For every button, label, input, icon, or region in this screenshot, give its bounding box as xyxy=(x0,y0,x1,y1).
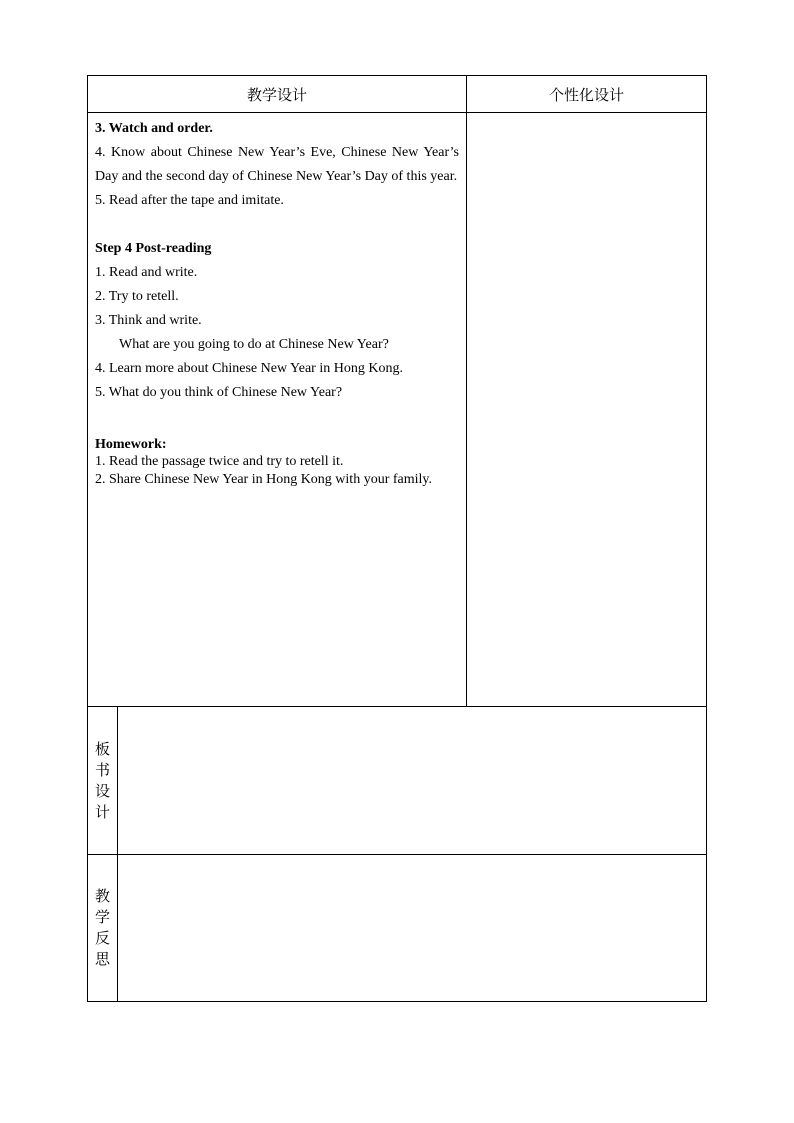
lesson-plan-table xyxy=(87,75,707,1002)
teaching-reflection-char: 思 xyxy=(94,950,110,968)
teaching-reflection-body xyxy=(118,855,706,1001)
teaching-reflection-char: 反 xyxy=(94,929,110,947)
homework-item-share: 2. Share Chinese New Year in Hong Kong with your family. xyxy=(95,472,432,487)
teaching-reflection-label xyxy=(88,855,118,1001)
header-personalized-design xyxy=(467,76,706,113)
spacer xyxy=(95,405,459,429)
header-teaching-design-label: 教学设计 xyxy=(246,85,307,104)
board-design-char: 设 xyxy=(94,781,110,800)
teaching-design-cell xyxy=(88,113,467,707)
step-line-read-after: 5. Read after the tape and imitate. xyxy=(95,193,284,208)
step4-item-what-think: 5. What do you think of Chinese New Year? xyxy=(95,385,343,400)
header-teaching-design xyxy=(88,76,467,113)
personalized-design-cell xyxy=(467,113,706,707)
teaching-reflection-char: 教 xyxy=(94,887,110,905)
step4-item-learn-more: 4. Learn more about Chinese New Year in Hong Kong. xyxy=(95,361,403,376)
step-line-watch-order: 3. Watch and order. xyxy=(95,121,213,136)
board-design-row xyxy=(88,707,706,855)
board-design-char: 书 xyxy=(94,760,110,779)
step4-item-read-write: 1. Read and write. xyxy=(95,265,198,280)
step4-item-think-write: 3. Think and write. xyxy=(95,313,202,328)
teaching-reflection-char: 学 xyxy=(94,908,110,926)
header-personalized-design-label: 个性化设计 xyxy=(548,85,624,104)
step4-item-retell: 2. Try to retell. xyxy=(95,289,179,304)
board-design-char: 板 xyxy=(94,739,110,758)
board-design-body xyxy=(118,707,706,854)
homework-item-read-passage: 1. Read the passage twice and try to retell it. xyxy=(95,454,344,469)
board-design-char: 计 xyxy=(94,802,110,821)
step-line-know-about: 4. Know about Chinese New Year’s Eve, Chinese New Year’s Day and the second day of Chinese New Year’s Day of this year. xyxy=(95,145,459,184)
homework-title: Homework: xyxy=(95,437,167,452)
board-design-label xyxy=(88,707,118,854)
teaching-reflection-row xyxy=(88,855,706,1001)
step4-title: Step 4 Post-reading xyxy=(95,241,212,256)
step4-item-question: What are you going to do at Chinese New Year? xyxy=(119,337,389,352)
homework-list xyxy=(95,453,459,489)
spacer xyxy=(95,213,459,237)
